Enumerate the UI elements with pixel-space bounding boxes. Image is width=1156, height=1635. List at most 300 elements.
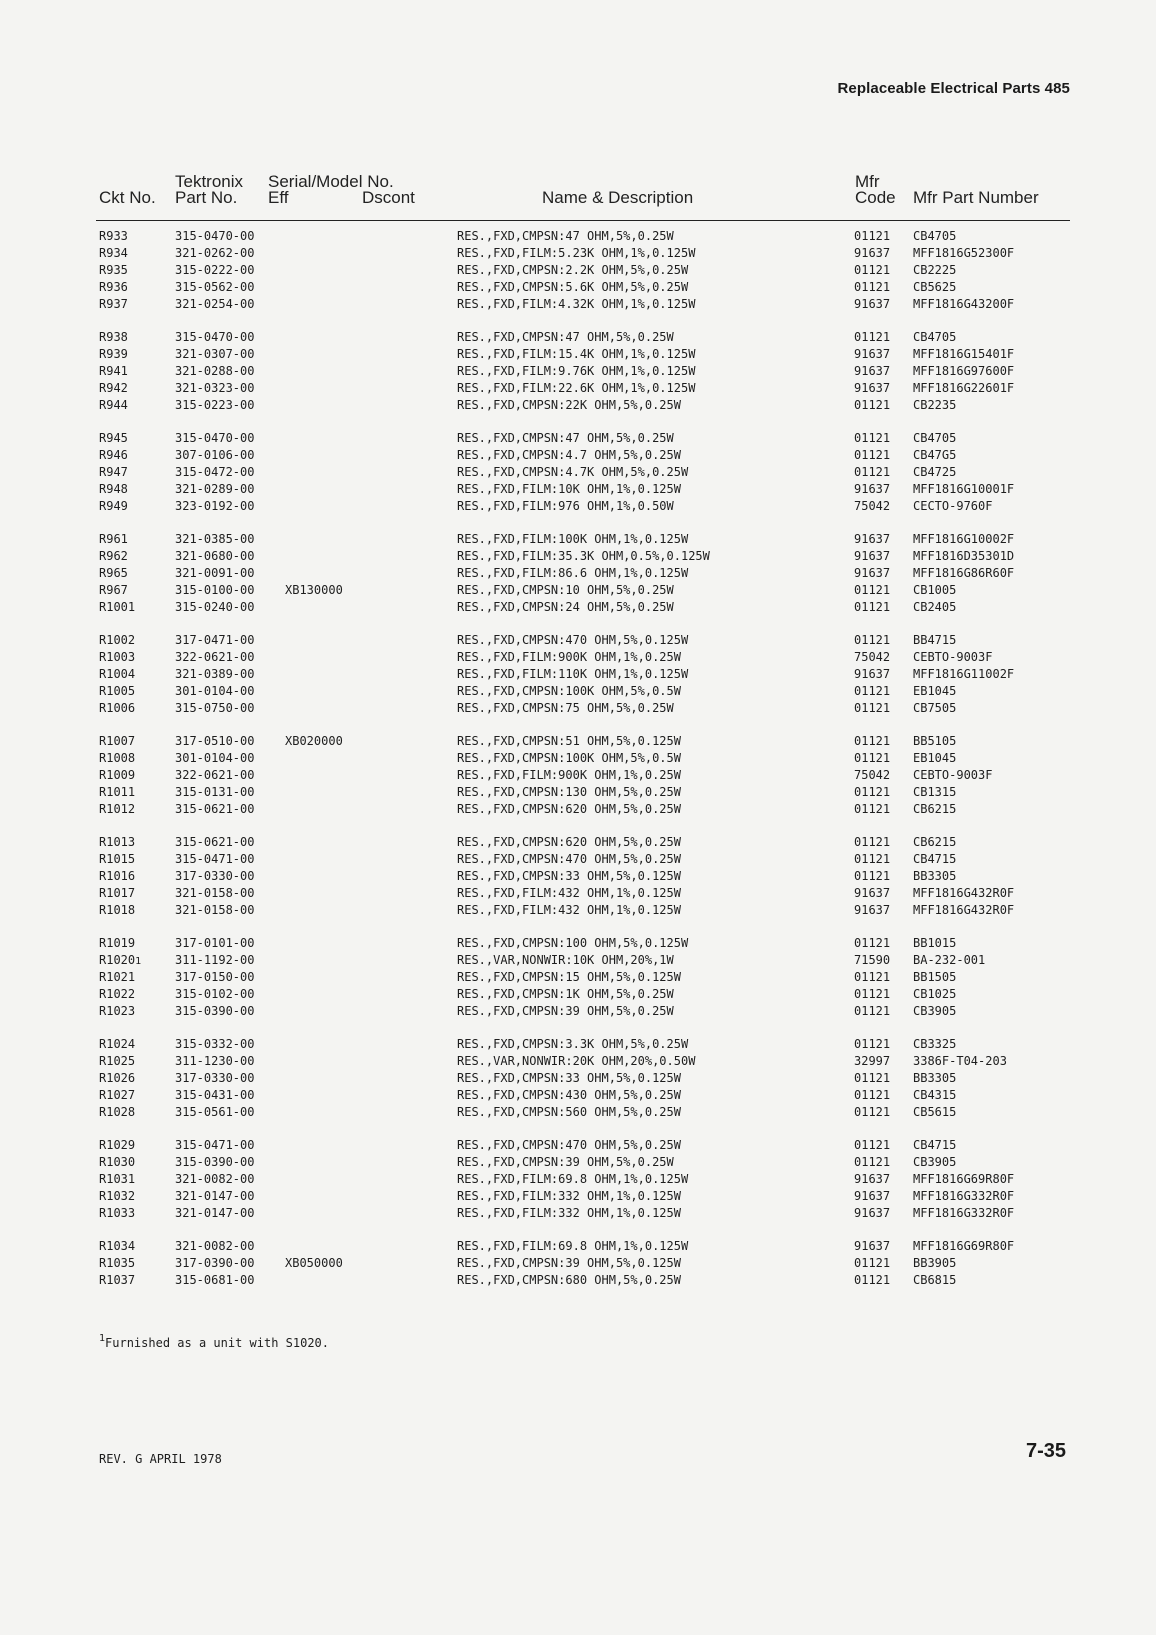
mfr-part-cell-text: CB1025 — [913, 987, 957, 1001]
ckt-no-cell — [99, 700, 135, 717]
part-no-cell — [175, 834, 254, 851]
mfr-code-cell-text: 01121 — [854, 330, 891, 344]
part-no-cell — [175, 683, 254, 700]
mfr-code-cell-text: 01121 — [854, 633, 891, 647]
part-no-cell-text: 315-0390-00 — [175, 1155, 255, 1169]
description-cell-text: RES.,FXD,CMPSN:47 OHM,5%,0.25W — [457, 330, 674, 344]
table-row — [0, 582, 1156, 599]
part-no-cell-text: 321-0262-00 — [175, 246, 255, 260]
mfr-part-cell-text: CECTO-9760F — [913, 499, 993, 513]
description-cell — [457, 262, 688, 279]
ckt-no-cell-text: R965 — [99, 566, 128, 580]
part-no-cell — [175, 868, 254, 885]
mfr-part-cell — [913, 498, 992, 515]
mfr-part-cell-text: CEBTO-9003F — [913, 768, 993, 782]
mfr-part-cell — [913, 834, 956, 851]
mfr-code-cell — [854, 380, 890, 397]
ckt-no-cell — [99, 464, 128, 481]
part-no-cell — [175, 346, 254, 363]
mfr-code-cell-text: 01121 — [854, 751, 891, 765]
ckt-no-cell — [99, 363, 128, 380]
description-cell-text: RES.,FXD,FILM:976 OHM,1%,0.50W — [457, 499, 674, 513]
mfr-code-cell — [854, 1205, 890, 1222]
mfr-code-cell — [854, 498, 890, 515]
description-cell — [457, 599, 674, 616]
mfr-code-cell-text: 01121 — [854, 1105, 891, 1119]
mfr-part-cell — [913, 397, 956, 414]
mfr-part-cell — [913, 851, 956, 868]
table-row — [0, 784, 1156, 801]
part-no-cell-text: 315-0222-00 — [175, 263, 255, 277]
description-cell-text: RES.,FXD,FILM:432 OHM,1%,0.125W — [457, 886, 681, 900]
part-no-cell-text: 317-0390-00 — [175, 1256, 255, 1270]
mfr-code-cell-text: 91637 — [854, 549, 891, 563]
ckt-no-cell — [99, 447, 128, 464]
col-tektronix: Tektronix — [175, 172, 244, 191]
description-cell — [457, 464, 688, 481]
description-cell — [457, 767, 681, 784]
part-no-cell-text: 315-0100-00 — [175, 583, 255, 597]
mfr-code-cell-text: 01121 — [854, 701, 891, 715]
mfr-code-cell — [854, 329, 890, 346]
part-no-cell — [175, 599, 254, 616]
mfr-part-cell-text: MFF1816G10001F — [913, 482, 1015, 496]
mfr-part-cell — [913, 582, 956, 599]
mfr-code-cell-text: 91637 — [854, 566, 891, 580]
mfr-part-cell-text: CB6815 — [913, 1273, 957, 1287]
table-row — [0, 1238, 1156, 1255]
description-cell — [457, 1188, 681, 1205]
mfr-part-cell — [913, 1154, 956, 1171]
mfr-part-cell — [913, 1205, 1014, 1222]
ckt-no-cell-text: R934 — [99, 246, 128, 260]
mfr-code-cell-text: 91637 — [854, 347, 891, 361]
mfr-code-cell — [854, 1036, 890, 1053]
part-no-cell — [175, 1003, 254, 1020]
mfr-code-cell — [854, 565, 890, 582]
part-no-cell-text: 321-0147-00 — [175, 1189, 255, 1203]
ckt-no-cell-text: R1035 — [99, 1256, 136, 1270]
description-cell-text: RES.,FXD,FILM:332 OHM,1%,0.125W — [457, 1189, 681, 1203]
description-cell — [457, 649, 681, 666]
part-no-cell — [175, 279, 254, 296]
part-no-cell-text: 315-0240-00 — [175, 600, 255, 614]
ckt-no-cell-text: R937 — [99, 297, 128, 311]
description-cell — [457, 245, 695, 262]
mfr-part-cell — [913, 245, 1014, 262]
part-no-cell-text: 321-0254-00 — [175, 297, 255, 311]
table-row — [0, 986, 1156, 1003]
description-cell-text: RES.,FXD,FILM:22.6K OHM,1%,0.125W — [457, 381, 696, 395]
mfr-code-cell — [854, 1272, 890, 1289]
description-cell-text: RES.,FXD,FILM:4.32K OHM,1%,0.125W — [457, 297, 696, 311]
mfr-part-cell — [913, 481, 1014, 498]
ckt-no-cell — [99, 296, 128, 313]
ckt-no-cell-text: R1034 — [99, 1239, 136, 1253]
mfr-code-cell — [854, 801, 890, 818]
mfr-code-cell — [854, 1238, 890, 1255]
ckt-no-cell-text: R944 — [99, 398, 128, 412]
table-row — [0, 649, 1156, 666]
ckt-no-cell — [99, 1053, 135, 1070]
mfr-part-cell-text: CB2235 — [913, 398, 957, 412]
mfr-code-cell-text: 01121 — [854, 431, 891, 445]
table-row — [0, 599, 1156, 616]
ckt-no-cell — [99, 1255, 135, 1272]
part-no-cell-text: 301-0104-00 — [175, 684, 255, 698]
mfr-part-cell-text: CB2225 — [913, 263, 957, 277]
mfr-part-cell-text: MFF1816D35301D — [913, 549, 1015, 563]
part-no-cell — [175, 649, 254, 666]
description-cell-text: RES.,FXD,CMPSN:1K OHM,5%,0.25W — [457, 987, 674, 1001]
part-no-cell — [175, 245, 254, 262]
description-cell — [457, 228, 674, 245]
part-no-cell-text: 321-0389-00 — [175, 667, 255, 681]
mfr-part-cell-text: CB6215 — [913, 802, 957, 816]
part-no-cell-text: 321-0288-00 — [175, 364, 255, 378]
part-no-cell-text: 315-0431-00 — [175, 1088, 255, 1102]
part-no-cell-text: 321-0289-00 — [175, 482, 255, 496]
description-cell — [457, 296, 695, 313]
part-no-cell-text: 321-0680-00 — [175, 549, 255, 563]
table-row — [0, 767, 1156, 784]
mfr-part-cell — [913, 1255, 956, 1272]
mfr-code-cell — [854, 1188, 890, 1205]
ckt-no-cell — [99, 767, 135, 784]
mfr-code-cell-text: 01121 — [854, 869, 891, 883]
footnote-text: Furnished as a unit with S1020. — [105, 1336, 329, 1350]
ckt-no-cell — [99, 1003, 135, 1020]
mfr-code-cell — [854, 447, 890, 464]
mfr-part-cell — [913, 1188, 1014, 1205]
mfr-part-cell-text: BB3305 — [913, 1071, 957, 1085]
mfr-part-cell-text: CB3905 — [913, 1004, 957, 1018]
description-cell-text: RES.,FXD,FILM:86.6 OHM,1%,0.125W — [457, 566, 689, 580]
table-row — [0, 262, 1156, 279]
description-cell-text: RES.,FXD,CMPSN:100K OHM,5%,0.5W — [457, 751, 681, 765]
table-row — [0, 935, 1156, 952]
ckt-no-cell — [99, 1188, 135, 1205]
part-no-cell-text: 317-0471-00 — [175, 633, 255, 647]
ckt-no-cell-text: R1025 — [99, 1054, 136, 1068]
description-cell — [457, 784, 681, 801]
ckt-no-cell-text: R1024 — [99, 1037, 136, 1051]
description-cell — [457, 750, 681, 767]
part-no-cell — [175, 969, 254, 986]
parts-group — [0, 935, 1156, 1020]
description-cell — [457, 902, 681, 919]
mfr-code-cell — [854, 952, 890, 969]
mfr-code-cell-text: 01121 — [854, 1071, 891, 1085]
ckt-no-cell — [99, 380, 128, 397]
mfr-code-cell-text: 01121 — [854, 802, 891, 816]
mfr-part-cell — [913, 296, 1014, 313]
ckt-no-cell-text: R1026 — [99, 1071, 136, 1085]
table-row — [0, 1070, 1156, 1087]
ckt-no-cell-text: R933 — [99, 229, 128, 243]
mfr-code-cell-text: 91637 — [854, 1172, 891, 1186]
part-no-cell-text: 315-0470-00 — [175, 229, 255, 243]
part-no-cell — [175, 481, 254, 498]
mfr-part-cell-text: CB4715 — [913, 1138, 957, 1152]
description-cell — [457, 1053, 695, 1070]
mfr-code-cell-text: 01121 — [854, 465, 891, 479]
part-no-cell-text: 315-0621-00 — [175, 835, 255, 849]
table-row — [0, 363, 1156, 380]
ckt-no-cell — [99, 750, 135, 767]
ckt-no-cell-text: R1032 — [99, 1189, 136, 1203]
ckt-no-cell-text: R1019 — [99, 936, 136, 950]
part-no-cell-text: 317-0510-00 — [175, 734, 255, 748]
ckt-no-cell — [99, 986, 135, 1003]
ckt-no-cell-text: R1015 — [99, 852, 136, 866]
ckt-no-cell-text: R1017 — [99, 886, 136, 900]
description-cell-text: RES.,FXD,CMPSN:24 OHM,5%,0.25W — [457, 600, 674, 614]
part-no-cell — [175, 935, 254, 952]
table-row — [0, 1205, 1156, 1222]
description-cell — [457, 1205, 681, 1222]
description-cell-text: RES.,FXD,FILM:900K OHM,1%,0.25W — [457, 768, 681, 782]
description-cell — [457, 1070, 681, 1087]
mfr-code-cell — [854, 228, 890, 245]
ckt-no-cell — [99, 868, 135, 885]
mfr-part-cell — [913, 1104, 956, 1121]
footnote-mark: 1 — [99, 1333, 106, 1344]
mfr-code-cell — [854, 733, 890, 750]
part-no-cell-text: 315-0472-00 — [175, 465, 255, 479]
eff-cell-text: XB130000 — [285, 583, 343, 597]
table-row — [0, 632, 1156, 649]
description-cell-text: RES.,FXD,CMPSN:560 OHM,5%,0.25W — [457, 1105, 681, 1119]
mfr-code-cell — [854, 548, 890, 565]
ckt-no-cell — [99, 262, 128, 279]
description-cell — [457, 380, 695, 397]
mfr-part-cell-text: CB4705 — [913, 229, 957, 243]
description-cell-text: RES.,FXD,CMPSN:22K OHM,5%,0.25W — [457, 398, 681, 412]
ckt-no-cell — [99, 851, 135, 868]
mfr-part-cell-text: MFF1816G15401F — [913, 347, 1015, 361]
table-row — [0, 565, 1156, 582]
table-row — [0, 801, 1156, 818]
part-no-cell — [175, 228, 254, 245]
ckt-no-cell — [99, 397, 128, 414]
table-row — [0, 1003, 1156, 1020]
table-row — [0, 666, 1156, 683]
mfr-part-cell — [913, 1238, 1014, 1255]
part-no-cell — [175, 1087, 254, 1104]
part-no-cell — [175, 430, 254, 447]
part-no-cell-text: 315-0681-00 — [175, 1273, 255, 1287]
parts-group — [0, 632, 1156, 717]
mfr-code-cell — [854, 969, 890, 986]
part-no-cell — [175, 851, 254, 868]
part-no-cell — [175, 262, 254, 279]
parts-group — [0, 1036, 1156, 1121]
part-no-cell-text: 315-0223-00 — [175, 398, 255, 412]
ckt-no-cell-text: R1028 — [99, 1105, 136, 1119]
mfr-code-cell-text: 01121 — [854, 1004, 891, 1018]
mfr-code-cell — [854, 1255, 890, 1272]
description-cell — [457, 329, 674, 346]
mfr-part-cell — [913, 1053, 1007, 1070]
mfr-part-cell — [913, 1036, 956, 1053]
mfr-part-cell — [913, 1272, 956, 1289]
ckt-no-cell-text: R938 — [99, 330, 128, 344]
description-cell — [457, 1154, 674, 1171]
part-no-cell-text: 315-0470-00 — [175, 431, 255, 445]
mfr-part-cell — [913, 1070, 956, 1087]
mfr-part-cell-text: BB1015 — [913, 936, 957, 950]
description-cell-text: RES.,FXD,CMPSN:51 OHM,5%,0.125W — [457, 734, 681, 748]
col-eff: Eff — [268, 188, 289, 207]
mfr-code-cell — [854, 1053, 890, 1070]
mfr-part-cell-text: MFF1816G332R0F — [913, 1189, 1015, 1203]
ckt-no-cell-text: R1011 — [99, 785, 136, 799]
description-cell-text: RES.,FXD,FILM:5.23K OHM,1%,0.125W — [457, 246, 696, 260]
table-row — [0, 279, 1156, 296]
mfr-code-cell — [854, 851, 890, 868]
mfr-part-cell — [913, 902, 1014, 919]
parts-group — [0, 733, 1156, 818]
mfr-code-cell — [854, 1104, 890, 1121]
mfr-code-cell-text: 01121 — [854, 398, 891, 412]
ckt-no-cell-text: R941 — [99, 364, 128, 378]
mfr-part-cell — [913, 279, 956, 296]
mfr-part-cell-text: CB3905 — [913, 1155, 957, 1169]
mfr-code-cell-text: 75042 — [854, 768, 891, 782]
ckt-no-cell — [99, 1154, 135, 1171]
description-cell-text: RES.,FXD,CMPSN:39 OHM,5%,0.125W — [457, 1256, 681, 1270]
part-no-cell-text: 315-0102-00 — [175, 987, 255, 1001]
part-no-cell — [175, 666, 254, 683]
ckt-no-cell — [99, 902, 135, 919]
mfr-code-cell — [854, 262, 890, 279]
description-cell — [457, 801, 681, 818]
description-cell — [457, 346, 695, 363]
table-row — [0, 531, 1156, 548]
mfr-code-cell-text: 91637 — [854, 482, 891, 496]
table-row — [0, 1087, 1156, 1104]
part-no-cell — [175, 632, 254, 649]
description-cell-text: RES.,FXD,FILM:69.8 OHM,1%,0.125W — [457, 1172, 689, 1186]
mfr-part-cell-text: BB1505 — [913, 970, 957, 984]
part-no-cell — [175, 1188, 254, 1205]
table-row — [0, 329, 1156, 346]
mfr-code-cell — [854, 279, 890, 296]
mfr-part-cell-text: CB6215 — [913, 835, 957, 849]
col-serial-model: Serial/Model No. — [268, 172, 394, 191]
table-row — [0, 380, 1156, 397]
mfr-code-cell-text: 91637 — [854, 1239, 891, 1253]
part-no-cell — [175, 1053, 254, 1070]
description-cell — [457, 1137, 681, 1154]
description-cell-text: RES.,FXD,CMPSN:100K OHM,5%,0.5W — [457, 684, 681, 698]
mfr-code-cell-text: 01121 — [854, 229, 891, 243]
ckt-no-cell — [99, 1137, 135, 1154]
ckt-no-cell-text: R949 — [99, 499, 128, 513]
part-no-cell — [175, 1036, 254, 1053]
description-cell — [457, 481, 681, 498]
mfr-part-cell-text: BA-232-001 — [913, 953, 986, 967]
description-cell-text: RES.,FXD,CMPSN:470 OHM,5%,0.25W — [457, 852, 681, 866]
table-row — [0, 733, 1156, 750]
mfr-code-cell-text: 91637 — [854, 532, 891, 546]
ckt-no-cell — [99, 279, 128, 296]
mfr-code-cell — [854, 363, 890, 380]
mfr-part-cell — [913, 868, 956, 885]
ckt-no-cell — [99, 565, 128, 582]
mfr-part-cell — [913, 632, 956, 649]
ckt-no-cell-text: R942 — [99, 381, 128, 395]
parts-group — [0, 430, 1156, 515]
mfr-part-cell — [913, 1087, 956, 1104]
ckt-no-cell — [99, 1272, 135, 1289]
table-row — [0, 498, 1156, 515]
ckt-no-cell — [99, 834, 135, 851]
ckt-no-cell — [99, 498, 128, 515]
ckt-no-cell-text: R1022 — [99, 987, 136, 1001]
eff-cell — [285, 582, 343, 599]
mfr-part-cell — [913, 666, 1014, 683]
col-ckt-no: Ckt No. — [99, 188, 156, 207]
description-cell — [457, 885, 681, 902]
ckt-no-cell — [99, 666, 135, 683]
part-no-cell — [175, 582, 254, 599]
table-row — [0, 548, 1156, 565]
description-cell — [457, 935, 688, 952]
parts-group — [0, 1137, 1156, 1222]
revision-label: REV. G APRIL 1978 — [99, 1452, 222, 1466]
part-no-cell-text: 321-0158-00 — [175, 886, 255, 900]
ckt-no-cell — [99, 430, 128, 447]
mfr-part-cell — [913, 262, 956, 279]
ckt-no-cell-text: R948 — [99, 482, 128, 496]
description-cell-text: RES.,FXD,CMPSN:75 OHM,5%,0.25W — [457, 701, 674, 715]
mfr-code-cell-text: 01121 — [854, 1155, 891, 1169]
col-mfr: Mfr — [855, 172, 880, 191]
description-cell-text: RES.,FXD,FILM:432 OHM,1%,0.125W — [457, 903, 681, 917]
mfr-part-cell-text: CB4705 — [913, 431, 957, 445]
table-row — [0, 430, 1156, 447]
mfr-code-cell — [854, 1171, 890, 1188]
ckt-no-cell — [99, 969, 135, 986]
mfr-part-cell — [913, 1137, 956, 1154]
mfr-part-cell-text: MFF1816G86R60F — [913, 566, 1015, 580]
description-cell — [457, 733, 681, 750]
part-no-cell — [175, 733, 254, 750]
mfr-part-cell-text: 3386F-T04-203 — [913, 1054, 1007, 1068]
part-no-cell-text: 315-0390-00 — [175, 1004, 255, 1018]
footnote — [99, 1333, 329, 1350]
ckt-no-cell-text: R1031 — [99, 1172, 136, 1186]
part-no-cell — [175, 1272, 254, 1289]
mfr-code-cell-text: 01121 — [854, 600, 891, 614]
part-no-cell-text: 317-0150-00 — [175, 970, 255, 984]
description-cell — [457, 548, 710, 565]
table-row — [0, 1137, 1156, 1154]
mfr-code-cell — [854, 700, 890, 717]
part-no-cell-text: 321-0147-00 — [175, 1206, 255, 1220]
part-no-cell-text: 317-0330-00 — [175, 1071, 255, 1085]
mfr-code-cell-text: 91637 — [854, 903, 891, 917]
ckt-no-cell — [99, 733, 135, 750]
mfr-part-cell — [913, 885, 1014, 902]
part-no-cell — [175, 329, 254, 346]
ckt-no-cell — [99, 582, 128, 599]
description-cell — [457, 986, 674, 1003]
part-no-cell-text: 323-0192-00 — [175, 499, 255, 513]
mfr-part-cell-text: CB5615 — [913, 1105, 957, 1119]
